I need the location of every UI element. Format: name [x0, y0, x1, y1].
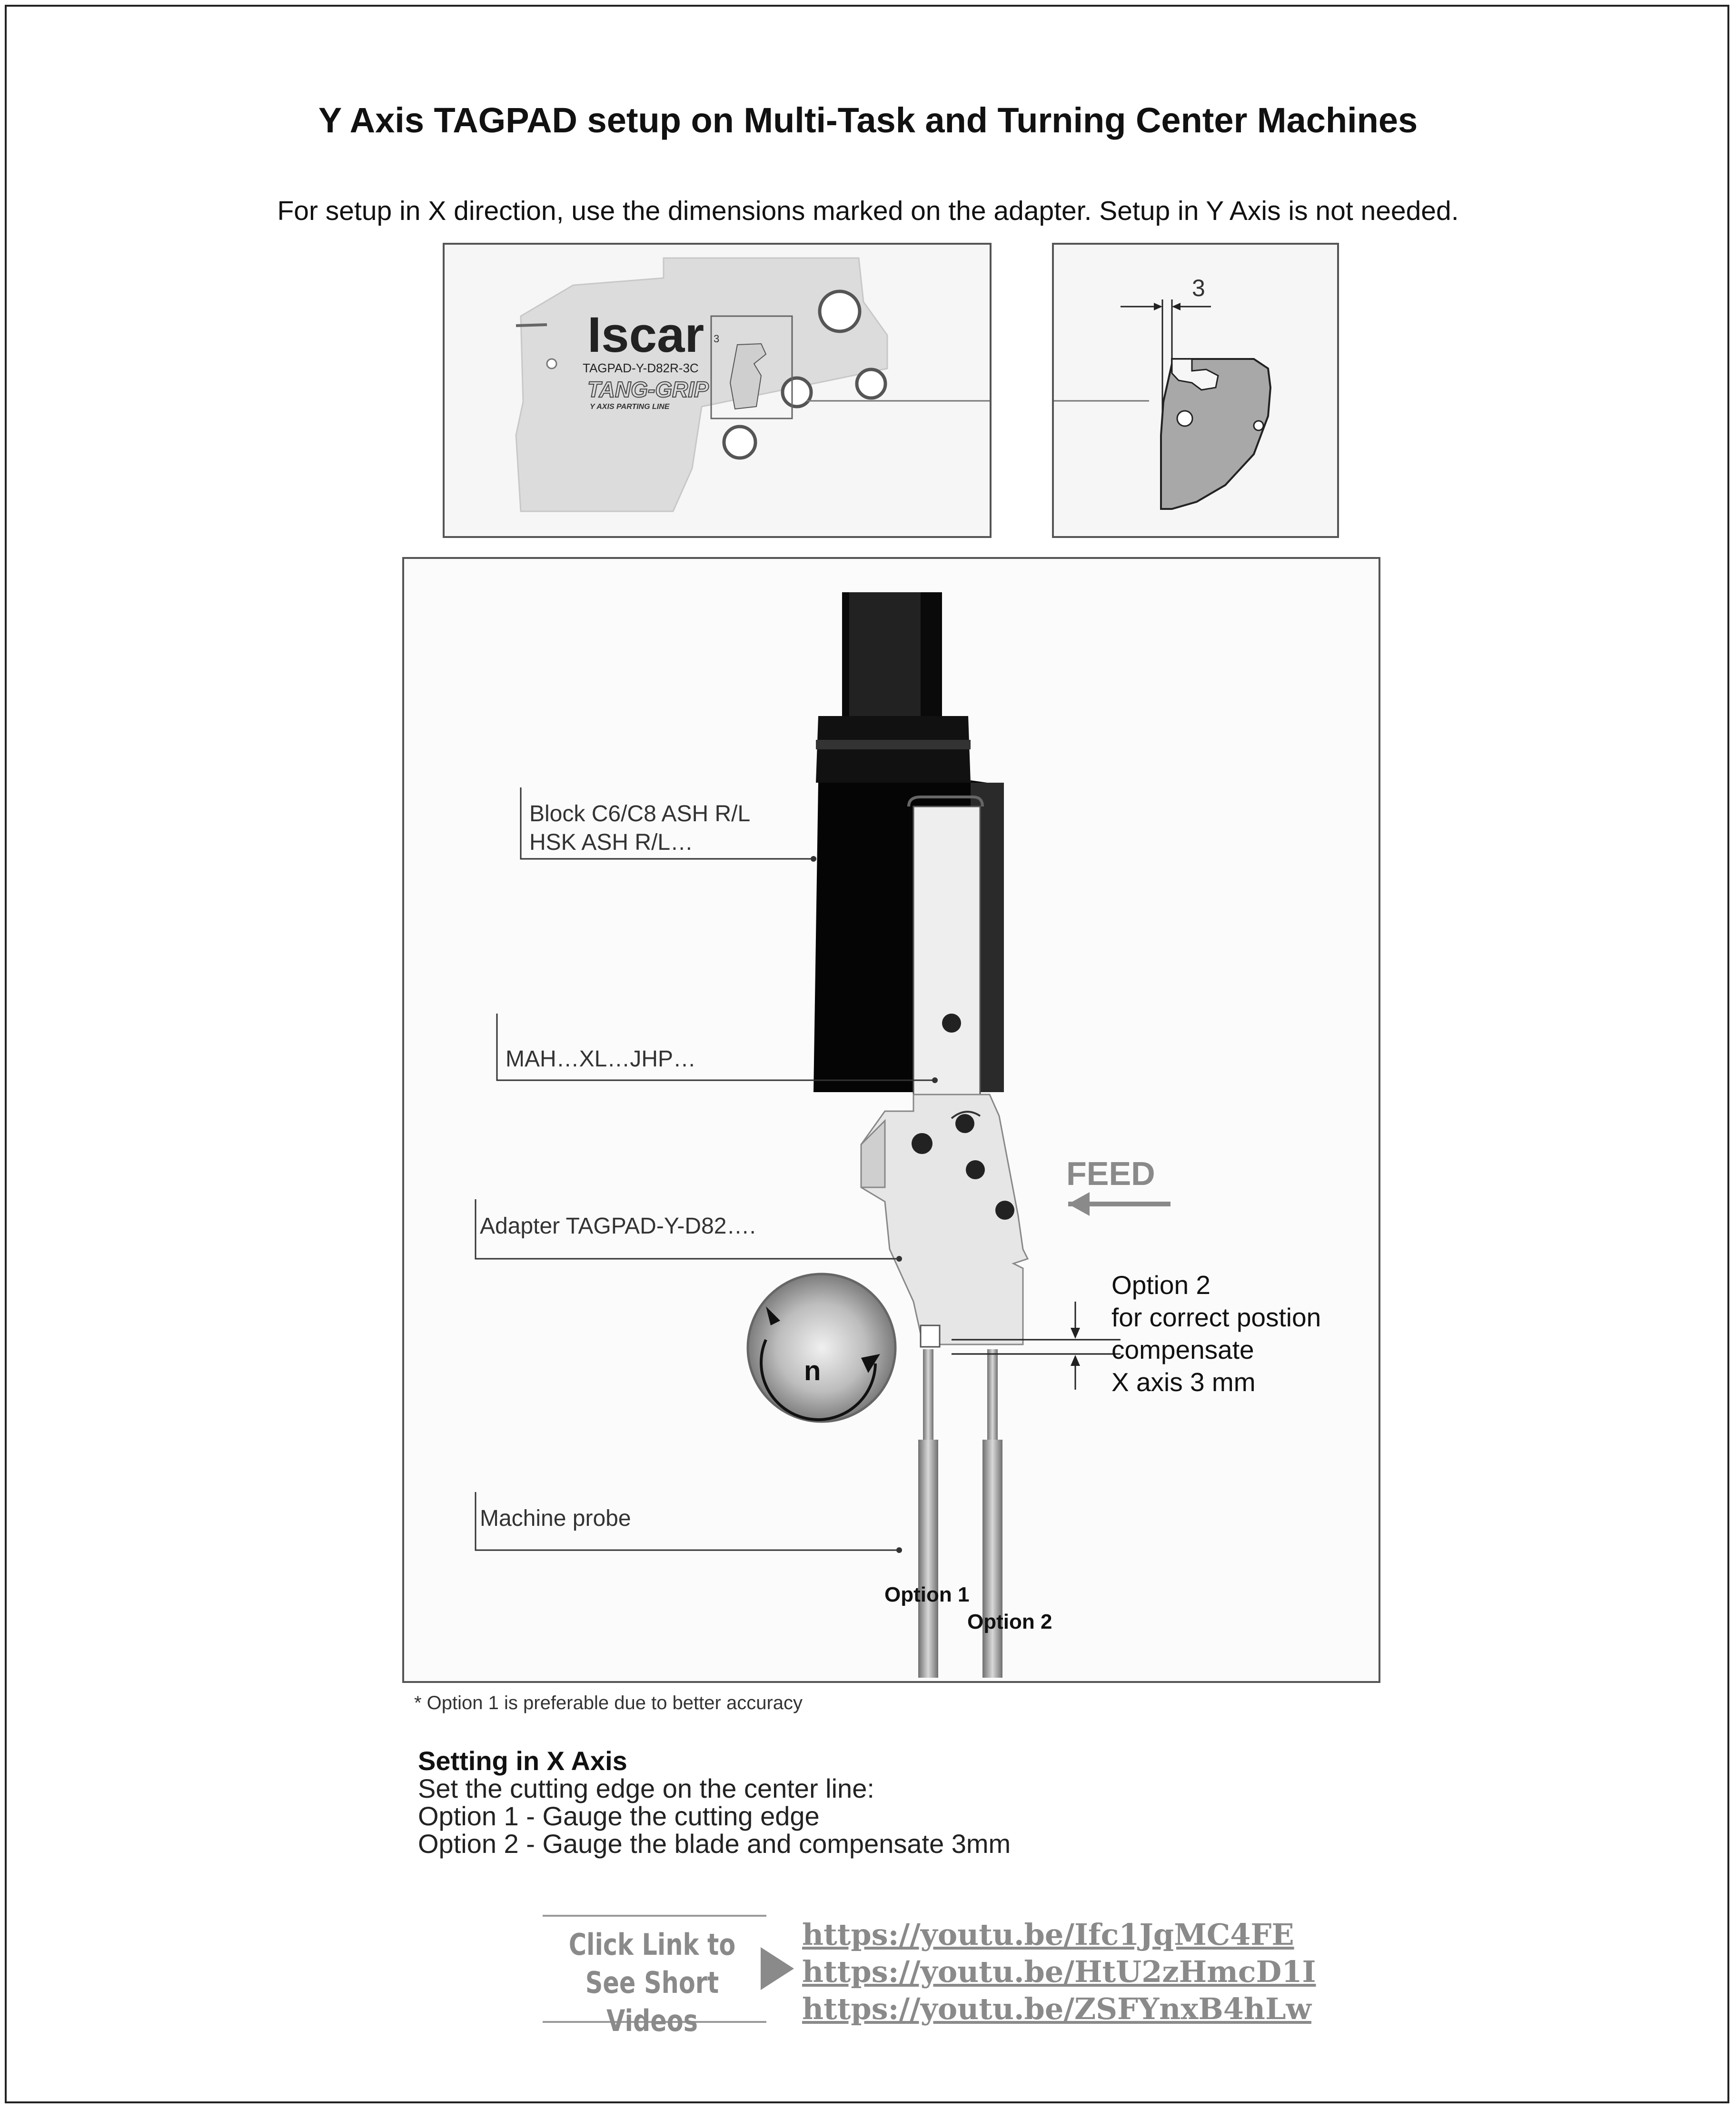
label-block-line-2: HSK ASH R/L…: [529, 830, 694, 855]
adapter-drawing-panel: [443, 243, 992, 538]
video-link-3[interactable]: https://youtu.be/ZSFYnxB4hLw: [802, 1991, 1311, 2026]
option2-note: [1111, 1269, 1321, 1398]
small-dimension: 3: [714, 333, 720, 345]
tang-grip-logo: TANG-GRIP: [587, 377, 709, 402]
label-block: [529, 800, 750, 857]
footnote: * Option 1 is preferable due to better accuracy: [414, 1692, 803, 1713]
setting-section: [418, 1747, 1011, 1858]
cta-arrow-icon: [761, 1947, 794, 1990]
setting-line-3: Option 2 - Gauge the blade and compensate 3mm: [418, 1829, 1011, 1859]
detail-dimension: 3: [1192, 275, 1205, 301]
spindle-rotation-label: n: [804, 1355, 821, 1386]
page-title: Y Axis TAGPAD setup on Multi-Task and Turning Center Machines: [318, 100, 1418, 140]
label-adapter: Adapter TAGPAD-Y-D82….: [480, 1214, 756, 1239]
label-mah: MAH…XL…JHP…: [506, 1046, 696, 1072]
video-links: [802, 1916, 1316, 2028]
adapter-drawing: [445, 245, 990, 536]
setting-line-1: Set the cutting edge on the center line:: [418, 1773, 874, 1803]
cta-line-1: Click Link to: [568, 1927, 736, 1962]
cta-line-2: See Short Videos: [585, 1965, 719, 2038]
feed-label: FEED: [1066, 1155, 1155, 1192]
iscar-logo: Iscar: [587, 307, 704, 363]
option2-note-line-4: X axis 3 mm: [1111, 1367, 1256, 1397]
tagline: Y AXIS PARTING LINE: [590, 403, 670, 411]
cta-text: [555, 1926, 750, 2040]
page-subtitle: For setup in X direction, use the dimensions marked on the adapter. Setup in Y Axis is not needed.: [277, 196, 1459, 226]
setting-heading: Setting in X Axis: [418, 1746, 627, 1776]
cta-rule-top: [543, 1915, 766, 1917]
setting-line-2: Option 1 - Gauge the cutting edge: [418, 1801, 820, 1831]
detail-drawing: [1054, 245, 1337, 536]
video-link-1[interactable]: https://youtu.be/Ifc1JqMC4FE: [802, 1917, 1294, 1952]
part-code: TAGPAD-Y-D82R-3C: [583, 361, 699, 375]
label-block-line-1: Block C6/C8 ASH R/L: [529, 801, 751, 826]
option2-note-line-3: compensate: [1111, 1335, 1254, 1364]
option2-label: Option 2: [967, 1610, 1052, 1633]
label-probe: Machine probe: [480, 1506, 631, 1531]
option2-note-line-1: Option 2: [1111, 1270, 1210, 1300]
detail-drawing-panel: [1052, 243, 1339, 538]
option1-label: Option 1: [884, 1583, 970, 1606]
option2-note-line-2: for correct postion: [1111, 1303, 1321, 1332]
video-link-2[interactable]: https://youtu.be/HtU2zHmcD1I: [802, 1954, 1316, 1989]
